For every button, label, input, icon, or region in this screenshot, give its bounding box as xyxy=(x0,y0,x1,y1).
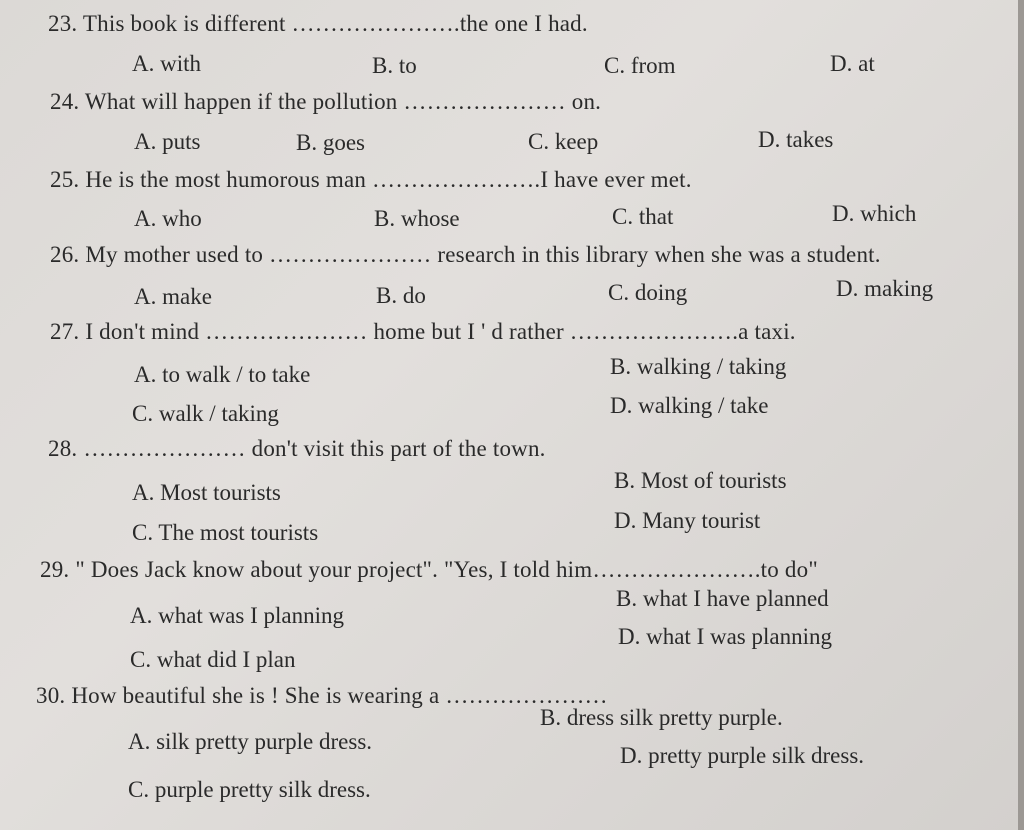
option-b: B. goes xyxy=(296,130,365,155)
page-edge xyxy=(1018,0,1024,830)
option-c: C. that xyxy=(612,204,674,229)
question-stem: I don't mind ………………… home but I ' d rather ………………….a taxi. xyxy=(85,319,796,344)
option-c: C. doing xyxy=(608,280,688,305)
option-a: A. what was I planning xyxy=(130,603,344,628)
option-b: B. dress silk pretty purple. xyxy=(540,705,783,730)
option-c: C. keep xyxy=(528,129,599,154)
option-d: D. walking / take xyxy=(610,393,769,418)
option-b: B. what I have planned xyxy=(616,586,829,611)
question-29 xyxy=(40,558,818,581)
option-d: D. what I was planning xyxy=(618,624,832,649)
question-stem: ………………… don't visit this part of the town. xyxy=(83,436,546,461)
option-a: A. to walk / to take xyxy=(134,362,311,387)
question-stem: What will happen if the pollution ………………… on. xyxy=(84,89,602,114)
question-stem: My mother used to ………………… research in this library when she was a student. xyxy=(85,242,881,267)
option-a: A. who xyxy=(134,206,202,231)
option-b: B. Most of tourists xyxy=(614,468,787,493)
question-30 xyxy=(36,684,608,707)
option-b: B. walking / taking xyxy=(610,354,787,379)
option-d: D. making xyxy=(836,276,934,301)
option-a: A. silk pretty purple dress. xyxy=(128,729,373,754)
question-number: 24. xyxy=(50,89,80,114)
option-b: B. whose xyxy=(374,206,460,231)
option-a: A. puts xyxy=(134,129,201,154)
option-c: C. what did I plan xyxy=(130,647,296,672)
question-23 xyxy=(48,12,588,35)
question-stem: He is the most humorous man ………………….I have ever met. xyxy=(85,167,692,192)
question-number: 29. xyxy=(40,557,70,582)
question-number: 26. xyxy=(50,242,80,267)
option-d: D. takes xyxy=(758,127,834,152)
option-d: D. pretty purple silk dress. xyxy=(620,743,865,768)
question-number: 27. xyxy=(50,319,80,344)
option-d: D. Many tourist xyxy=(614,508,761,533)
question-number: 25. xyxy=(50,167,80,192)
question-27 xyxy=(50,320,796,343)
option-c: C. The most tourists xyxy=(132,520,319,545)
question-number: 30. xyxy=(36,683,66,708)
question-28 xyxy=(48,437,546,460)
option-d: D. at xyxy=(830,51,875,76)
option-c: C. from xyxy=(604,53,676,78)
question-stem: How beautiful she is ! She is wearing a ………………… xyxy=(71,683,608,708)
question-26 xyxy=(50,243,881,266)
option-a: A. make xyxy=(134,284,212,309)
question-stem: " Does Jack know about your project". "Yes, I told him………………….to do" xyxy=(75,557,818,582)
question-number: 28. xyxy=(48,436,78,461)
question-24 xyxy=(50,90,601,113)
option-a: A. Most tourists xyxy=(132,480,281,505)
option-d: D. which xyxy=(832,201,917,226)
option-a: A. with xyxy=(132,51,201,76)
option-c: C. purple pretty silk dress. xyxy=(128,777,371,802)
question-25 xyxy=(50,168,692,191)
option-b: B. to xyxy=(372,53,417,78)
option-c: C. walk / taking xyxy=(132,401,279,426)
question-stem: This book is different ………………….the one I had. xyxy=(82,11,588,36)
question-number: 23. xyxy=(48,11,78,36)
option-b: B. do xyxy=(376,283,426,308)
